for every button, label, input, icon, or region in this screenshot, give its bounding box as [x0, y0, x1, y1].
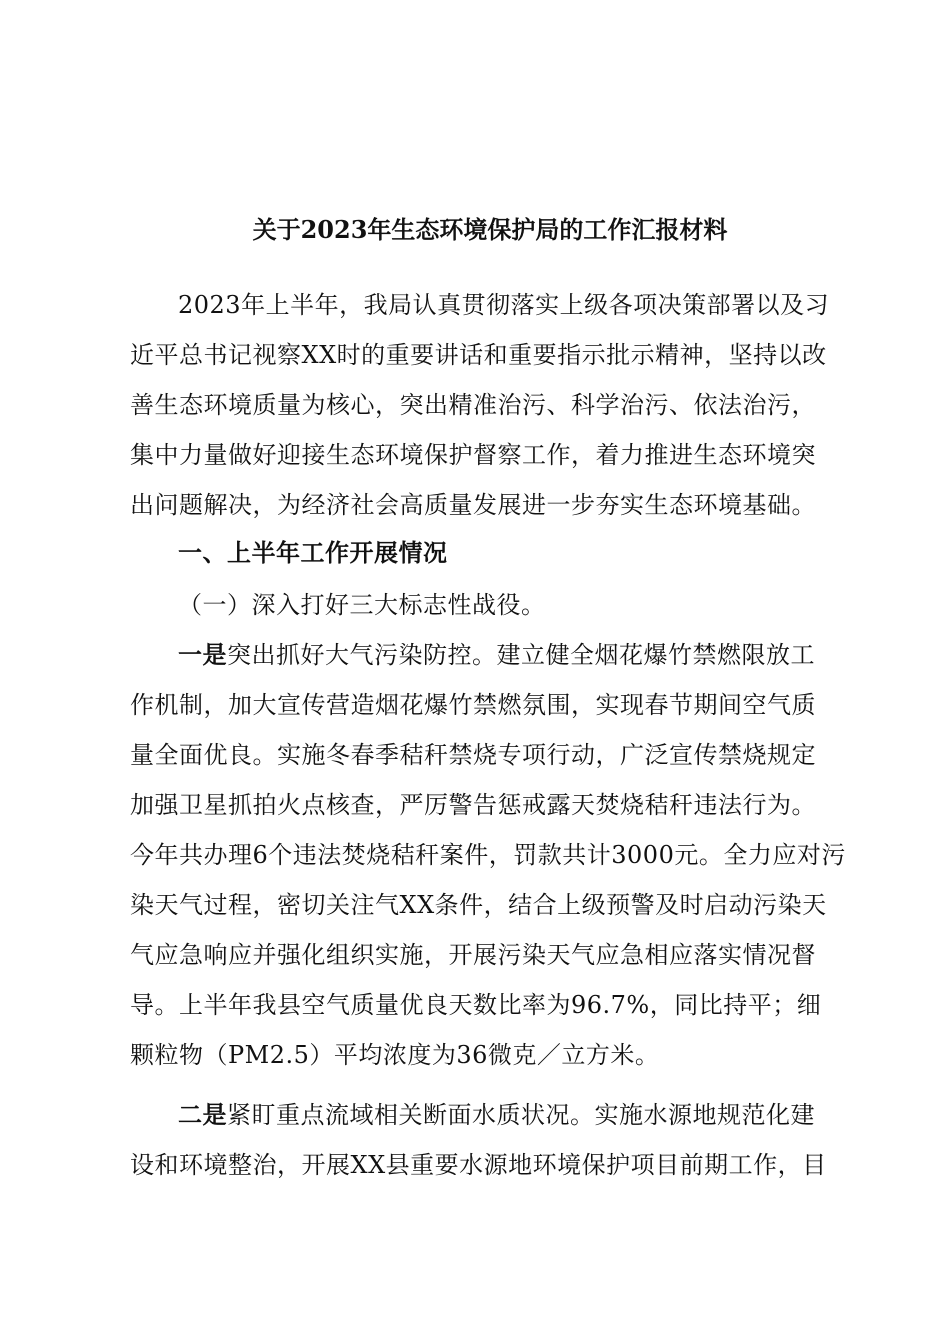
item1-line: 今年共办理6个违法焚烧秸秆案件，罚款共计3000元。全力应对污: [130, 841, 846, 869]
item2-paragraph: [130, 1090, 852, 1190]
item1-line: 突出抓好大气污染防控。建立健全烟花爆竹禁燃限放工: [227, 641, 815, 669]
item1-line: 气应急响应并强化组织实施，开展污染天气应急相应落实情况督: [130, 941, 816, 969]
intro-line: 近平总书记视察XX时的重要讲话和重要指示批示精神，坚持以改: [130, 341, 827, 369]
intro-line: 集中力量做好迎接生态环境保护督察工作，着力推进生态环境突: [130, 441, 816, 469]
item1-lead: 一是: [178, 640, 227, 669]
item2-lead: 二是: [178, 1100, 227, 1129]
item1-line: 加强卫星抓拍火点核查，严厉警告惩戒露天焚烧秸秆违法行为。: [130, 791, 816, 819]
intro-paragraph: [130, 280, 852, 530]
item1-first-line: [130, 630, 852, 680]
item2-line: 紧盯重点流域相关断面水质状况。实施水源地规范化建: [227, 1101, 815, 1129]
item1-line: 颗粒物（PM2.5）平均浓度为36微克／立方米。: [130, 1041, 660, 1069]
section-heading: 一、上半年工作开展情况: [178, 538, 448, 567]
item1-paragraph: [130, 630, 852, 1080]
item2-line: 设和环境整治，开展XX县重要水源地环境保护项目前期工作，目: [130, 1151, 827, 1179]
document-title: 关于2023年生态环境保护局的工作汇报材料: [252, 215, 728, 244]
intro-line: 2023年上半年，我局认真贯彻落实上级各项决策部署以及习: [178, 291, 830, 319]
item1-line: 染天气过程，密切关注气XX条件，结合上级预警及时启动污染天: [130, 891, 827, 919]
item1-line: 导。上半年我县空气质量优良天数比率为96.7%，同比持平；细: [130, 991, 822, 1019]
subsection-heading: （一）深入打好三大标志性战役。: [178, 591, 546, 619]
item2-first-line: [130, 1090, 852, 1140]
intro-line: 出问题解决，为经济社会高质量发展进一步夯实生态环境基础。: [130, 491, 816, 519]
item1-line: 作机制，加大宣传营造烟花爆竹禁燃氛围，实现春节期间空气质: [130, 691, 816, 719]
item1-line: 量全面优良。实施冬春季秸秆禁烧专项行动，广泛宣传禁烧规定: [130, 741, 816, 769]
intro-line: 善生态环境质量为核心，突出精准治污、科学治污、依法治污，: [130, 391, 816, 419]
